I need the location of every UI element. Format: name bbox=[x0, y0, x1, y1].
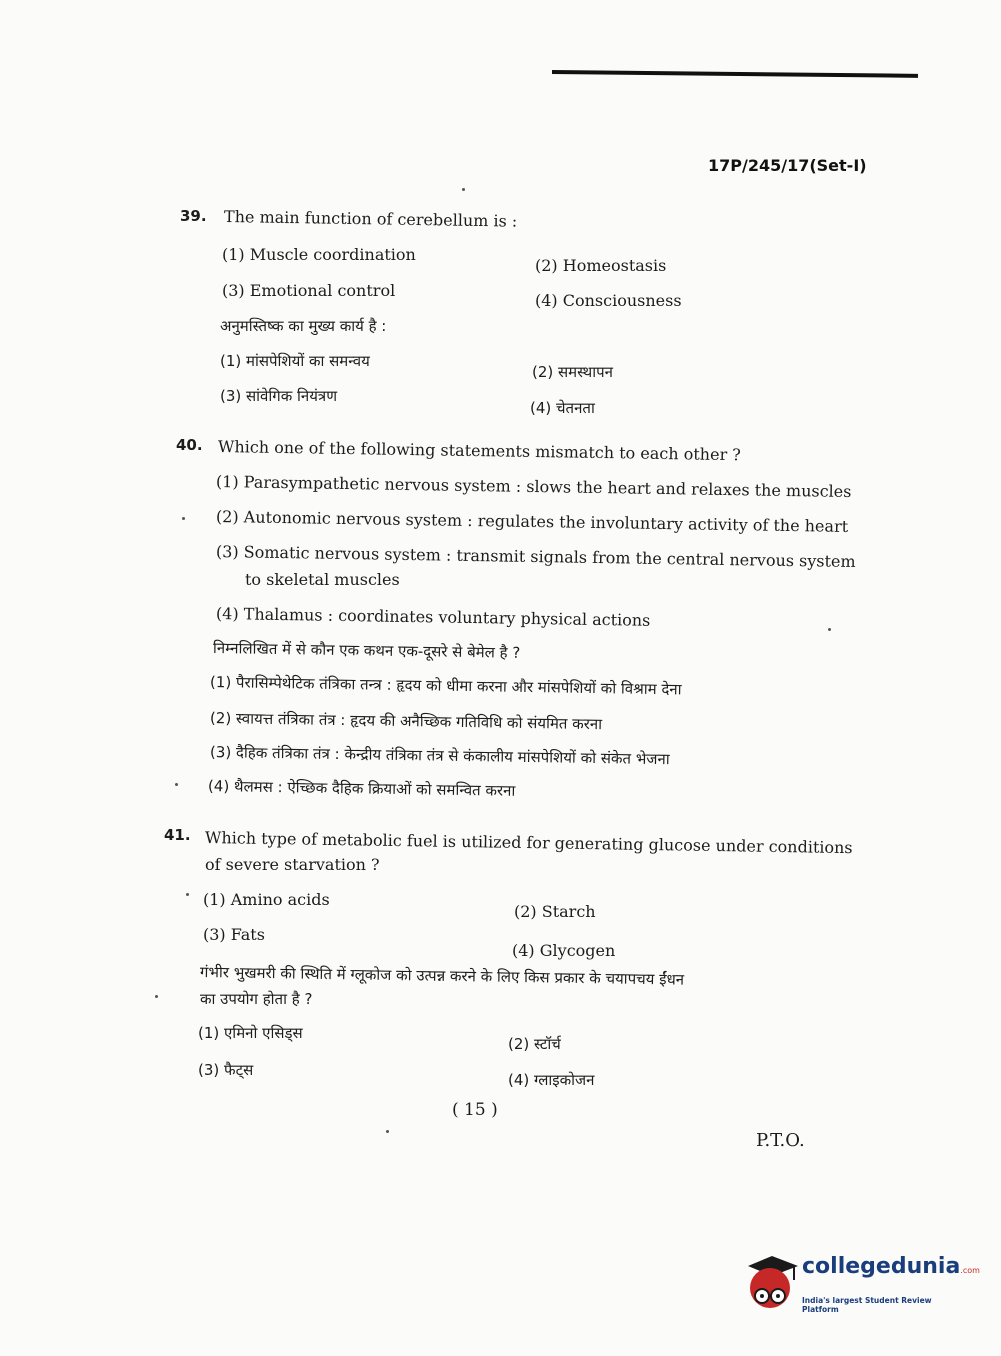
question-number: 39. bbox=[180, 207, 207, 225]
mascot-icon bbox=[742, 1252, 800, 1314]
option-en-3-cont: to skeletal muscles bbox=[245, 570, 400, 589]
option-hi-4: (4) ग्लाइकोजन bbox=[508, 1071, 595, 1089]
question-number: 41. bbox=[164, 826, 191, 844]
option-en-1: (1) Muscle coordination bbox=[222, 245, 416, 264]
question-text-hi: अनुमस्तिष्क का मुख्य कार्य है : bbox=[220, 317, 387, 335]
page-number: ( 15 ) bbox=[452, 1100, 498, 1120]
collegedunia-logo bbox=[742, 1252, 980, 1314]
option-hi-2: (2) स्टॉर्च bbox=[508, 1035, 561, 1053]
question-text-hi: निम्नलिखित में से कौन एक कथन एक-दूसरे से बेमेल है ? bbox=[212, 639, 521, 662]
scan-speck bbox=[386, 1130, 389, 1133]
option-en-4: (4) Consciousness bbox=[535, 291, 682, 310]
option-en-3: (3) Fats bbox=[203, 925, 265, 944]
scan-speck bbox=[828, 628, 831, 631]
brand-name: collegedunia.com bbox=[802, 1254, 980, 1279]
option-en-2: (2) Starch bbox=[514, 902, 596, 921]
option-en-2: (2) Homeostasis bbox=[535, 256, 667, 275]
question-number: 40. bbox=[176, 436, 203, 454]
option-en-4: (4) Thalamus : coordinates voluntary physical actions bbox=[215, 604, 651, 630]
option-hi-1: (1) मांसपेशियों का समन्वय bbox=[220, 352, 370, 370]
scan-speck bbox=[186, 893, 189, 896]
pto-label: P.T.O. bbox=[756, 1130, 805, 1151]
option-hi-1: (1) पैरासिम्पेथेटिक तंत्रिका तन्त्र : हृदय को धीमा करना और मांसपेशियों को विश्राम देना bbox=[209, 673, 682, 699]
option-hi-4: (4) चेतनता bbox=[530, 399, 595, 417]
option-hi-3: (3) सांवेगिक नियंत्रण bbox=[220, 387, 338, 405]
header-rule bbox=[552, 70, 918, 78]
option-hi-2: (2) स्वायत्त तंत्रिका तंत्र : हृदय की अनैच्छिक गतिविधि को संयमित करना bbox=[209, 709, 603, 734]
option-en-1: (1) Amino acids bbox=[203, 890, 330, 909]
question-text-en: The main function of cerebellum is : bbox=[223, 207, 518, 231]
option-hi-2: (2) समस्थापन bbox=[532, 363, 613, 381]
option-hi-1: (1) एमिनो एसिड्स bbox=[198, 1024, 303, 1042]
set-code: 17P/245/17(Set-I) bbox=[708, 156, 867, 175]
option-hi-3: (3) दैहिक तंत्रिका तंत्र : केन्द्रीय तंत्रिका तंत्र से कंकालीय मांसपेशियों को संकेत भेजना bbox=[209, 743, 670, 769]
question-text-hi-line2: का उपयोग होता है ? bbox=[200, 990, 313, 1008]
question-text-en: Which one of the following statements mismatch to each other ? bbox=[217, 437, 741, 465]
scan-speck bbox=[182, 517, 185, 520]
question-text-hi-line1: गंभीर भुखमरी की स्थिति में ग्लूकोज को उत्पन्न करने के लिए किस प्रकार के चयापचय ईंधन bbox=[199, 963, 685, 989]
option-en-2: (2) Autonomic nervous system : regulates the involuntary activity of the heart bbox=[215, 507, 849, 536]
option-en-1: (1) Parasympathetic nervous system : slows the heart and relaxes the muscles bbox=[215, 472, 852, 501]
brand-suffix: .com bbox=[960, 1266, 980, 1275]
option-en-4: (4) Glycogen bbox=[512, 941, 616, 960]
question-text-en-line2: of severe starvation ? bbox=[205, 855, 380, 874]
option-en-3: (3) Somatic nervous system : transmit signals from the central nervous system bbox=[215, 542, 856, 572]
option-en-3: (3) Emotional control bbox=[222, 281, 396, 300]
scan-speck bbox=[175, 783, 178, 786]
scan-speck bbox=[155, 995, 158, 998]
option-hi-4: (4) थैलमस : ऐच्छिक दैहिक क्रियाओं को समन्वित करना bbox=[207, 777, 516, 800]
option-hi-3: (3) फैट्स bbox=[198, 1061, 254, 1079]
question-text-en-line1: Which type of metabolic fuel is utilized for generating glucose under conditions bbox=[204, 828, 853, 858]
brand-tagline: India's largest Student Review Platform bbox=[802, 1296, 932, 1314]
scan-speck bbox=[462, 188, 465, 191]
